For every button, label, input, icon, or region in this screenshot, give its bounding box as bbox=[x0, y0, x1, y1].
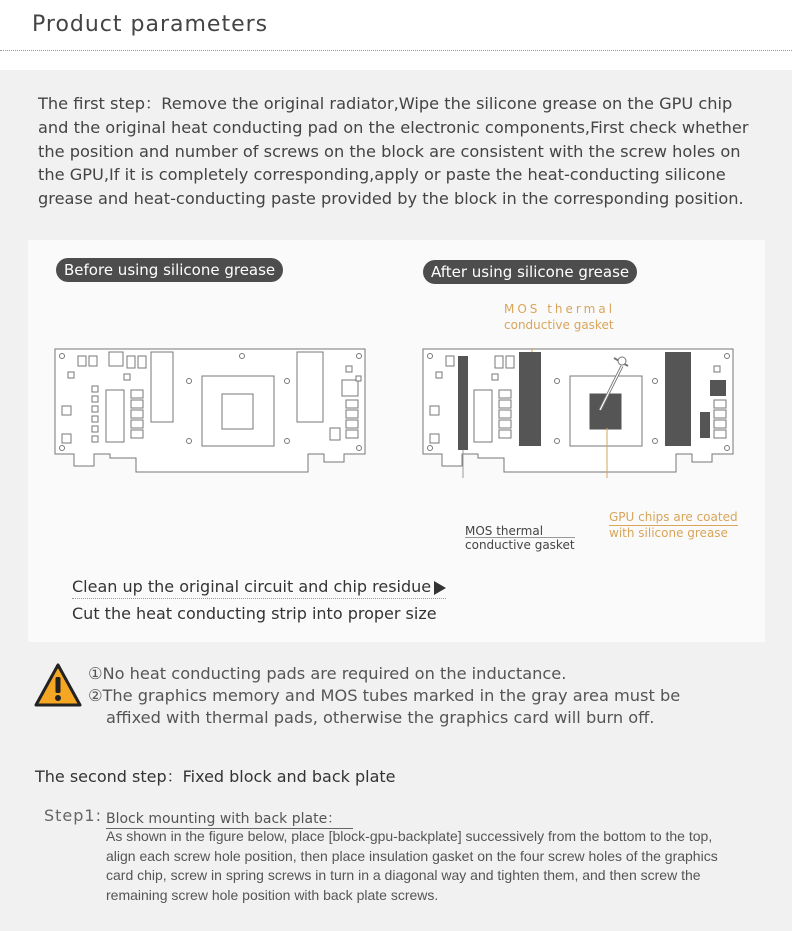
warning-line-2: ②The graphics memory and MOS tubes marked in the gray area must be bbox=[88, 686, 681, 705]
warning-line-3: affixed with thermal pads, otherwise the graphics card will burn off. bbox=[106, 708, 655, 727]
step2-sub-label: Step1: bbox=[44, 806, 102, 825]
warning-text bbox=[88, 663, 680, 729]
board-before-diagram bbox=[54, 348, 368, 478]
caption-clean-up-text: Clean up the original circuit and chip residue bbox=[72, 577, 432, 596]
header bbox=[0, 0, 792, 52]
header-divider bbox=[0, 50, 792, 51]
callout-mos-bottom-line2: conductive gasket bbox=[465, 538, 575, 552]
page-title: Product parameters bbox=[32, 12, 269, 37]
step2-sub-heading: Block mounting with back plate： bbox=[106, 808, 353, 829]
after-label: After using silicone grease bbox=[423, 260, 637, 284]
warning-triangle-icon bbox=[34, 662, 82, 708]
callout-gpu-line2: with silicone grease bbox=[609, 526, 728, 540]
callout-mos-top-line1: MOS thermal bbox=[504, 302, 616, 316]
callout-mos-top-line2: conductive gasket bbox=[504, 318, 614, 332]
play-arrow-icon bbox=[434, 581, 446, 595]
step1-text: The first step：Remove the original radiator,Wipe the silicone grease on the GPU chip and the original heat conducting pad on the electronic components,First check whether the position and number of screws on the block are consistent with the screw holes on the GPU,If it is completely corresponding,apply or paste the heat-conducting silicone grease and heat-conducting paste provided by the block in the corresponding position. bbox=[38, 94, 749, 209]
warning-line-1: ①No heat conducting pads are required on the inductance. bbox=[88, 664, 567, 683]
step2-sub-body: As shown in the figure below, place [block-gpu-backplate] successively from the bottom to the top, align each screw hole position, then place insulation gasket on the four screw holes of the graphics card chip, screw in spring screws in turn in a diagonal way and tighten them, and then screw the remaining screw hole position with back plate screws. bbox=[106, 828, 718, 903]
caption-clean-up bbox=[72, 577, 446, 599]
before-label: Before using silicone grease bbox=[56, 258, 283, 282]
caption-cut-strip: Cut the heat conducting strip into proper size bbox=[72, 604, 437, 623]
step2-title: The second step：Fixed block and back plate bbox=[35, 767, 396, 786]
callout-gpu-line1: GPU chips are coated bbox=[609, 510, 738, 524]
callout-mos-bottom-line1: MOS thermal bbox=[465, 524, 544, 538]
board-after-diagram bbox=[422, 348, 736, 478]
